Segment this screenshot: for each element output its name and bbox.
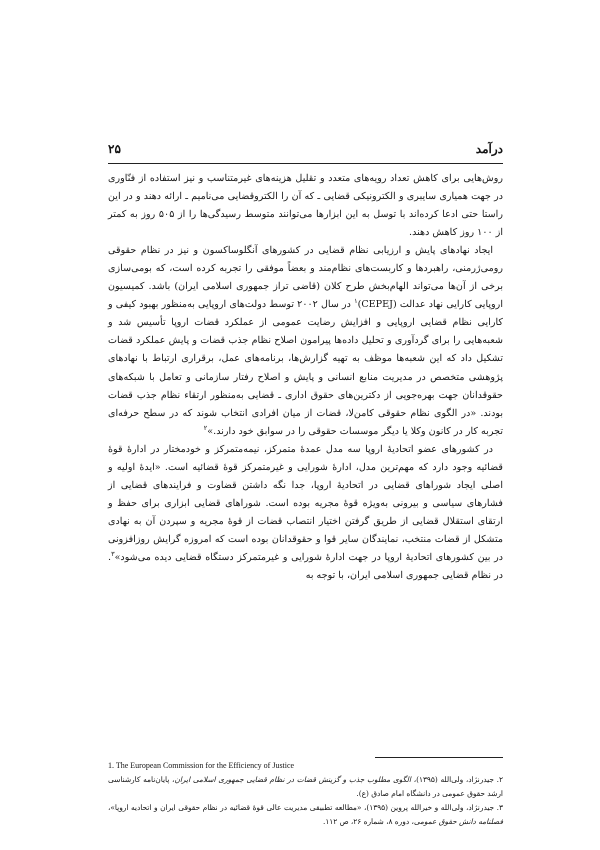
footnote-3-lead: ۳. جیدرنژاد، ولی‌الله و خیرالله پروین (۱۳۹۵)، «مطالعه تطبیقی مدیریت عالی قوهٔ قضائیه در نظام حقوقی ایران و اتحادیه اروپا»،: [108, 803, 504, 812]
footnote-2-title: الگوی مطلوب جذب و گزینش قضات در نظام قضایی جمهوری اسلامی ایران: [174, 775, 411, 784]
paragraph-3-part-a: در کشورهای عضو اتحادیهٔ اروپا سه مدل عمدهٔ متمرکز، نیمه‌متمرکز و خودمختار در ادارهٔ قوهٔ قضائیه وجود دارد که مهم‌ترین مدل، ادارهٔ شورایی و غیرمتمرکز قوهٔ قضائیه است. «ایدهٔ اولیه و اصلی ایجاد شوراهای قضایی در اتحادیهٔ اروپا، جدا نگه داشتن قضاوت و فرایندهای قضایی از فشارهای سیاسی و بیرونی به‌ویژه قوهٔ مجریه بوده است. شوراهای قضایی ابزاری برای حفظ و ارتقای استقلال قضایی از طریق گرفتن اختیار انتصاب قضات از قوهٔ مجریه و سپردن آن به نهادی متشکل از قضات منتخب، نمایندگان سایر قوا و حقوقدانان بوده است که امروزه گرایش روزافزونی در بین کشورهای اتحادیهٔ اروپا در جهت ادارهٔ شورایی و غیرمتمرکز دستگاه قضایی دیده می‌شود»: [108, 443, 503, 563]
header-rule: [108, 163, 503, 164]
footnote-ref-1[interactable]: ۱: [354, 297, 358, 306]
footnote-2: [108, 773, 503, 801]
footnote-3: [108, 801, 503, 829]
running-header: [108, 140, 503, 160]
footnote-ref-2[interactable]: ۲: [203, 423, 208, 432]
footnote-rule: [375, 757, 503, 758]
paragraph-1: روش‌هایی برای کاهش تعداد رویه‌های متعدد و تقلیل هزینه‌های غیرمتناسب و نیز استفاده از فنّاوری در جهت همیاری سایبری و الکترونیکی قضایی ـ که آن را الکتروقضایی می‌نامیم ـ ارائه دهند و در این راستا حتی ادعا کرده‌اند با توسل به این ابزارها می‌توانند متوسط رسیدگی‌ها را از ۵۰۵ روز به کمتر از ۱۰۰ روز کاهش دهند.: [108, 173, 503, 239]
page-number: ۲۵: [108, 142, 121, 156]
running-title: درآمد: [475, 142, 503, 156]
paragraph-3: [108, 441, 503, 585]
footnote-2-rest: ، پایان‌نامه کارشناسی ارشد حقوق عمومی در دانشگاه امام صادق (ع).: [108, 775, 503, 798]
paragraph-3-part-b: . در نظام قضایی جمهوری اسلامی ایران، با توجه به: [108, 551, 503, 582]
footnote-3-rest: ، دوره ۸، شماره ۲۶، ص ۱۱۲.: [322, 817, 414, 826]
paragraph-2: [108, 242, 503, 441]
footnote-1: 1. The European Commission for the Efficiency of Justice: [108, 761, 295, 770]
footnote-2-lead: ۲. جیدرنژاد، ولی‌الله (۱۳۹۵)،: [413, 775, 504, 784]
paragraph-2-part-a: ایجاد نهادهای پایش و ارزیابی نظام قضایی در کشورهای آنگلوساکسون و نیز در نظام حقوقی رومی‌ژرمنی، راهبردها و کاربست‌های نظام‌مند و بعضاً موفقی را تجربه کرده است، که بومی‌سازی برخی از آن‌ها می‌تواند الهام‌بخش طرح کلان (قاضی تراز جمهوری اسلامی ایران) باشد. کمیسیون اروپایی کارایی نهاد عدالت (CEPEJ): [108, 245, 503, 311]
footnote-3-journal: فصلنامه دانش حقوق عمومی: [413, 817, 503, 826]
paragraph-2-part-b: در سال ۲۰۰۲ توسط دولت‌های اروپایی به‌منظور بهبود کیفی و کارایی نظام قضایی اروپایی و افزایش رضایت عمومی از عملکرد قضات اروپا تأسیس شد و شعبه‌هایی را برای گردآوری و تحلیل داده‌ها پیرامون اصلاح نظام جذب قضات و پایش عملکرد قضات تشکیل داد که این شعبه‌ها موظف به تهیه گزارش‌ها، برنامه‌های عمل، برقراری ارتباط با نهادهای پژوهشی متخصص در مدیریت منابع انسانی و پایش و اصلاح رفتار سازمانی و تعامل با شبکه‌های حقوقدانان جهت بهره‌جویی از دکترین‌های حقوق اداری ـ قضایی به‌منظور ارتقاء نظام جذب قضات بودند. «در الگوی نظام حقوقی کامن‌لا، قضات از میان افرادی انتخاب شوند که در سطح حرفه‌ای تجربه کار در کانون وکلا یا دیگر موسسات حقوقی را در سوابق خود دارند.»: [108, 299, 503, 437]
body-text: [108, 170, 503, 585]
footnotes: [108, 759, 503, 829]
footnote-ref-3[interactable]: ۳: [111, 549, 115, 558]
